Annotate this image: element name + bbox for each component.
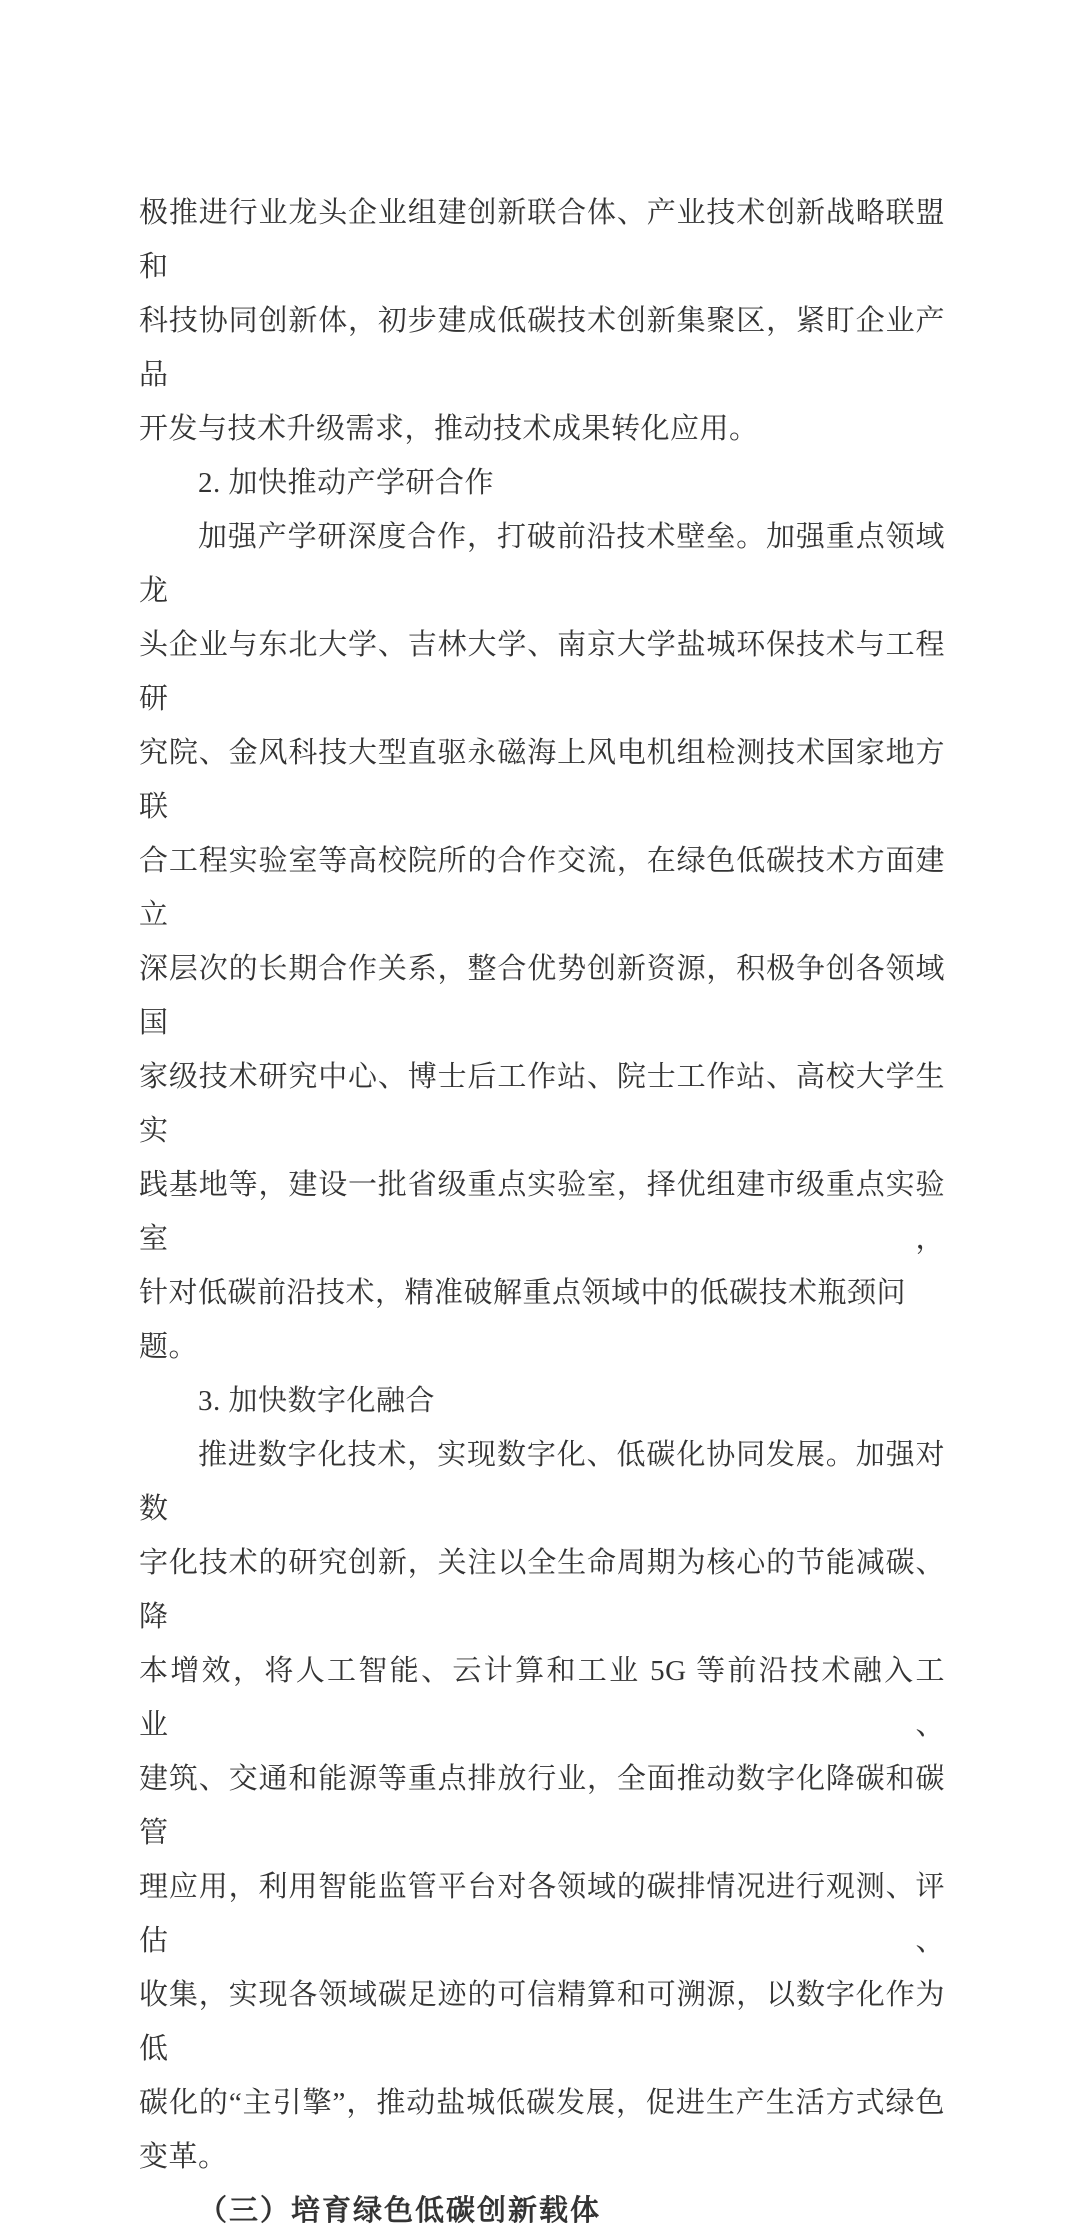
document-body (139, 186, 945, 2238)
numbered-heading: 3. 加快数字化融合 (198, 1385, 436, 1417)
paragraph-line: 收集，实现各领域碳足迹的可信精算和可溯源，以数字化作为低 (139, 1979, 945, 2065)
paragraph-line: 理应用，利用智能监管平台对各领域的碳排情况进行观测、评估、 (139, 1871, 945, 1957)
paragraph-line: 践基地等，建设一批省级重点实验室，择优组建市级重点实验室， (139, 1169, 945, 1255)
paragraph-line: 深层次的长期合作关系，整合优势创新资源，积极争创各领域国 (139, 953, 945, 1039)
paragraph-line: 头企业与东北大学、吉林大学、南京大学盐城环保技术与工程研 (139, 629, 945, 715)
paragraph-line: 究院、金风科技大型直驱永磁海上风电机组检测技术国家地方联 (139, 737, 945, 823)
paragraph-line: 开发与技术升级需求，推动技术成果转化应用。 (139, 413, 759, 445)
paragraph-line: 本增效，将人工智能、云计算和工业 5G 等前沿技术融入工业、 (139, 1655, 945, 1741)
paragraph-line: 推进数字化技术，实现数字化、低碳化协同发展。加强对数 (139, 1439, 945, 1525)
paragraph-line: 针对低碳前沿技术，精准破解重点领域中的低碳技术瓶颈问题。 (139, 1277, 907, 1363)
paragraph-line: 极推进行业龙头企业组建创新联合体、产业技术创新战略联盟和 (139, 197, 945, 283)
paragraph-line: 碳化的“主引擎”，推动盐城低碳发展，促进生产生活方式绿色 (139, 2087, 945, 2119)
section-heading: （三）培育绿色低碳创新载体 (198, 2195, 602, 2227)
paragraph-line: 变革。 (139, 2141, 228, 2173)
paragraph-line: 科技协同创新体，初步建成低碳技术创新集聚区，紧盯企业产品 (139, 305, 945, 391)
paragraph-line: 家级技术研究中心、博士后工作站、院士工作站、高校大学生实 (139, 1061, 945, 1147)
paragraph-line: 字化技术的研究创新，关注以全生命周期为核心的节能减碳、降 (139, 1547, 945, 1633)
paragraph-line: 建筑、交通和能源等重点排放行业，全面推动数字化降碳和碳管 (139, 1763, 945, 1849)
paragraph-line: 加强产学研深度合作，打破前沿技术壁垒。加强重点领域龙 (139, 521, 945, 607)
numbered-heading: 2. 加快推动产学研合作 (198, 467, 495, 499)
paragraph-line: 合工程实验室等高校院所的合作交流，在绿色低碳技术方面建立 (139, 845, 945, 931)
